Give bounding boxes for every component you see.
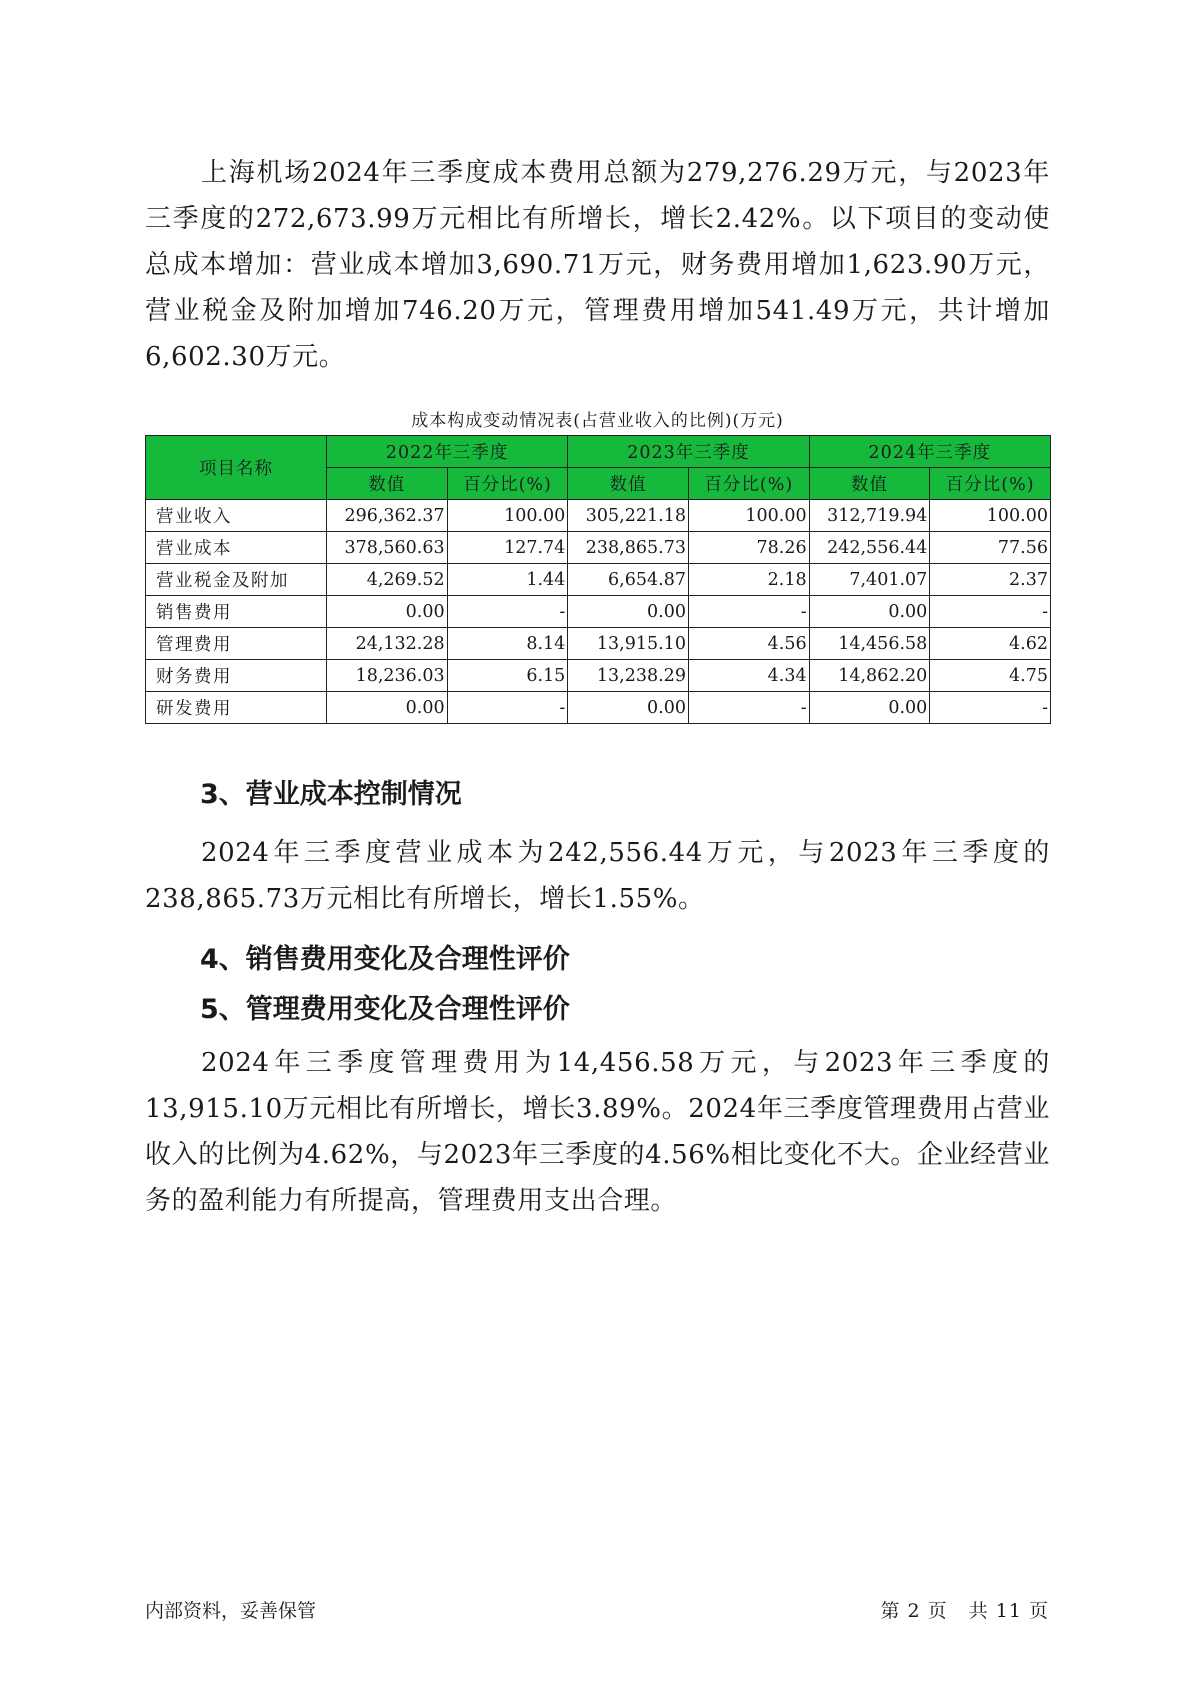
cell-percent-2023: 4.34	[688, 660, 809, 692]
cell-value-2024: 0.00	[809, 596, 930, 628]
footer-confidential-note: 内部资料，妥善保管	[145, 1600, 317, 1622]
subheader-percent: 百分比(%)	[688, 468, 809, 500]
cell-percent-2024: 77.56	[930, 532, 1051, 564]
cell-value-2023: 305,221.18	[568, 500, 689, 532]
cell-value-2022: 4,269.52	[326, 564, 447, 596]
table-row	[146, 628, 1051, 660]
header-period-2023: 2023年三季度	[568, 436, 809, 468]
table-header-row	[146, 436, 1051, 468]
cell-value-2022: 0.00	[326, 692, 447, 724]
cell-value-2024: 242,556.44	[809, 532, 930, 564]
cell-percent-2022: 8.14	[447, 628, 568, 660]
cell-percent-2024: 4.62	[930, 628, 1051, 660]
table-row	[146, 532, 1051, 564]
header-period-2024: 2024年三季度	[809, 436, 1050, 468]
subheader-value: 数值	[326, 468, 447, 500]
cell-value-2024: 14,862.20	[809, 660, 930, 692]
row-name: 营业成本	[146, 532, 327, 564]
subheader-percent: 百分比(%)	[447, 468, 568, 500]
cell-percent-2024: -	[930, 692, 1051, 724]
cell-percent-2022: -	[447, 596, 568, 628]
cell-value-2022: 24,132.28	[326, 628, 447, 660]
cost-structure-table	[145, 435, 1051, 724]
subheader-percent: 百分比(%)	[930, 468, 1051, 500]
paragraph-admin-expense: 2024年三季度管理费用为14,456.58万元，与2023年三季度的13,915.10万元相比有所增长，增长3.89%。2024年三季度管理费用占营业收入的比例为4.62%，与2023年三季度的4.56%相比变化不大。企业经营业务的盈利能力有所提高，管理费用支出合理。	[145, 1048, 1050, 1216]
cell-percent-2022: -	[447, 692, 568, 724]
header-period-2022: 2022年三季度	[326, 436, 567, 468]
row-name: 营业收入	[146, 500, 327, 532]
subheader-value: 数值	[809, 468, 930, 500]
paragraph-cost-summary: 上海机场2024年三季度成本费用总额为279,276.29万元，与2023年三季度的272,673.99万元相比有所增长，增长2.42%。以下项目的变动使总成本增加：营业成本增加3,690.71万元，财务费用增加1,623.90万元，营业税金及附加增加746.20万元，管理费用增加541.49万元，共计增加6,602.30万元。	[145, 158, 1050, 372]
cell-value-2024: 0.00	[809, 692, 930, 724]
cell-percent-2023: -	[688, 596, 809, 628]
cell-percent-2024: 100.00	[930, 500, 1051, 532]
cell-value-2023: 238,865.73	[568, 532, 689, 564]
cell-percent-2023: -	[688, 692, 809, 724]
cell-value-2023: 13,238.29	[568, 660, 689, 692]
cell-percent-2023: 100.00	[688, 500, 809, 532]
cell-value-2024: 14,456.58	[809, 628, 930, 660]
paragraph-operating-cost: 2024年三季度营业成本为242,556.44万元，与2023年三季度的238,865.73万元相比有所增长，增长1.55%。	[145, 838, 1050, 914]
header-item-name: 项目名称	[146, 436, 327, 500]
cell-value-2022: 18,236.03	[326, 660, 447, 692]
subheader-value: 数值	[568, 468, 689, 500]
row-name: 研发费用	[146, 692, 327, 724]
cell-value-2023: 0.00	[568, 692, 689, 724]
cell-percent-2022: 6.15	[447, 660, 568, 692]
cell-value-2023: 6,654.87	[568, 564, 689, 596]
section-heading-selling-expense: 4、销售费用变化及合理性评价	[200, 944, 570, 975]
table-row	[146, 596, 1051, 628]
cell-percent-2022: 100.00	[447, 500, 568, 532]
cell-value-2023: 0.00	[568, 596, 689, 628]
section-heading-operating-cost: 3、营业成本控制情况	[200, 779, 462, 810]
cell-percent-2023: 2.18	[688, 564, 809, 596]
cell-percent-2023: 4.56	[688, 628, 809, 660]
row-name: 营业税金及附加	[146, 564, 327, 596]
footer-page-number: 第 2 页 共 11 页	[880, 1600, 1049, 1622]
cell-percent-2023: 78.26	[688, 532, 809, 564]
cell-percent-2024: 4.75	[930, 660, 1051, 692]
table-row	[146, 564, 1051, 596]
table-row	[146, 500, 1051, 532]
row-name: 管理费用	[146, 628, 327, 660]
section-heading-admin-expense: 5、管理费用变化及合理性评价	[200, 994, 570, 1025]
cell-value-2022: 296,362.37	[326, 500, 447, 532]
cell-value-2024: 7,401.07	[809, 564, 930, 596]
cell-value-2024: 312,719.94	[809, 500, 930, 532]
cell-percent-2024: -	[930, 596, 1051, 628]
cell-percent-2022: 1.44	[447, 564, 568, 596]
cell-percent-2024: 2.37	[930, 564, 1051, 596]
table-row	[146, 692, 1051, 724]
cell-value-2022: 378,560.63	[326, 532, 447, 564]
row-name: 销售费用	[146, 596, 327, 628]
table-row	[146, 660, 1051, 692]
cell-percent-2022: 127.74	[447, 532, 568, 564]
table-caption: 成本构成变动情况表(占营业收入的比例)(万元)	[411, 411, 784, 431]
row-name: 财务费用	[146, 660, 327, 692]
cell-value-2023: 13,915.10	[568, 628, 689, 660]
cell-value-2022: 0.00	[326, 596, 447, 628]
